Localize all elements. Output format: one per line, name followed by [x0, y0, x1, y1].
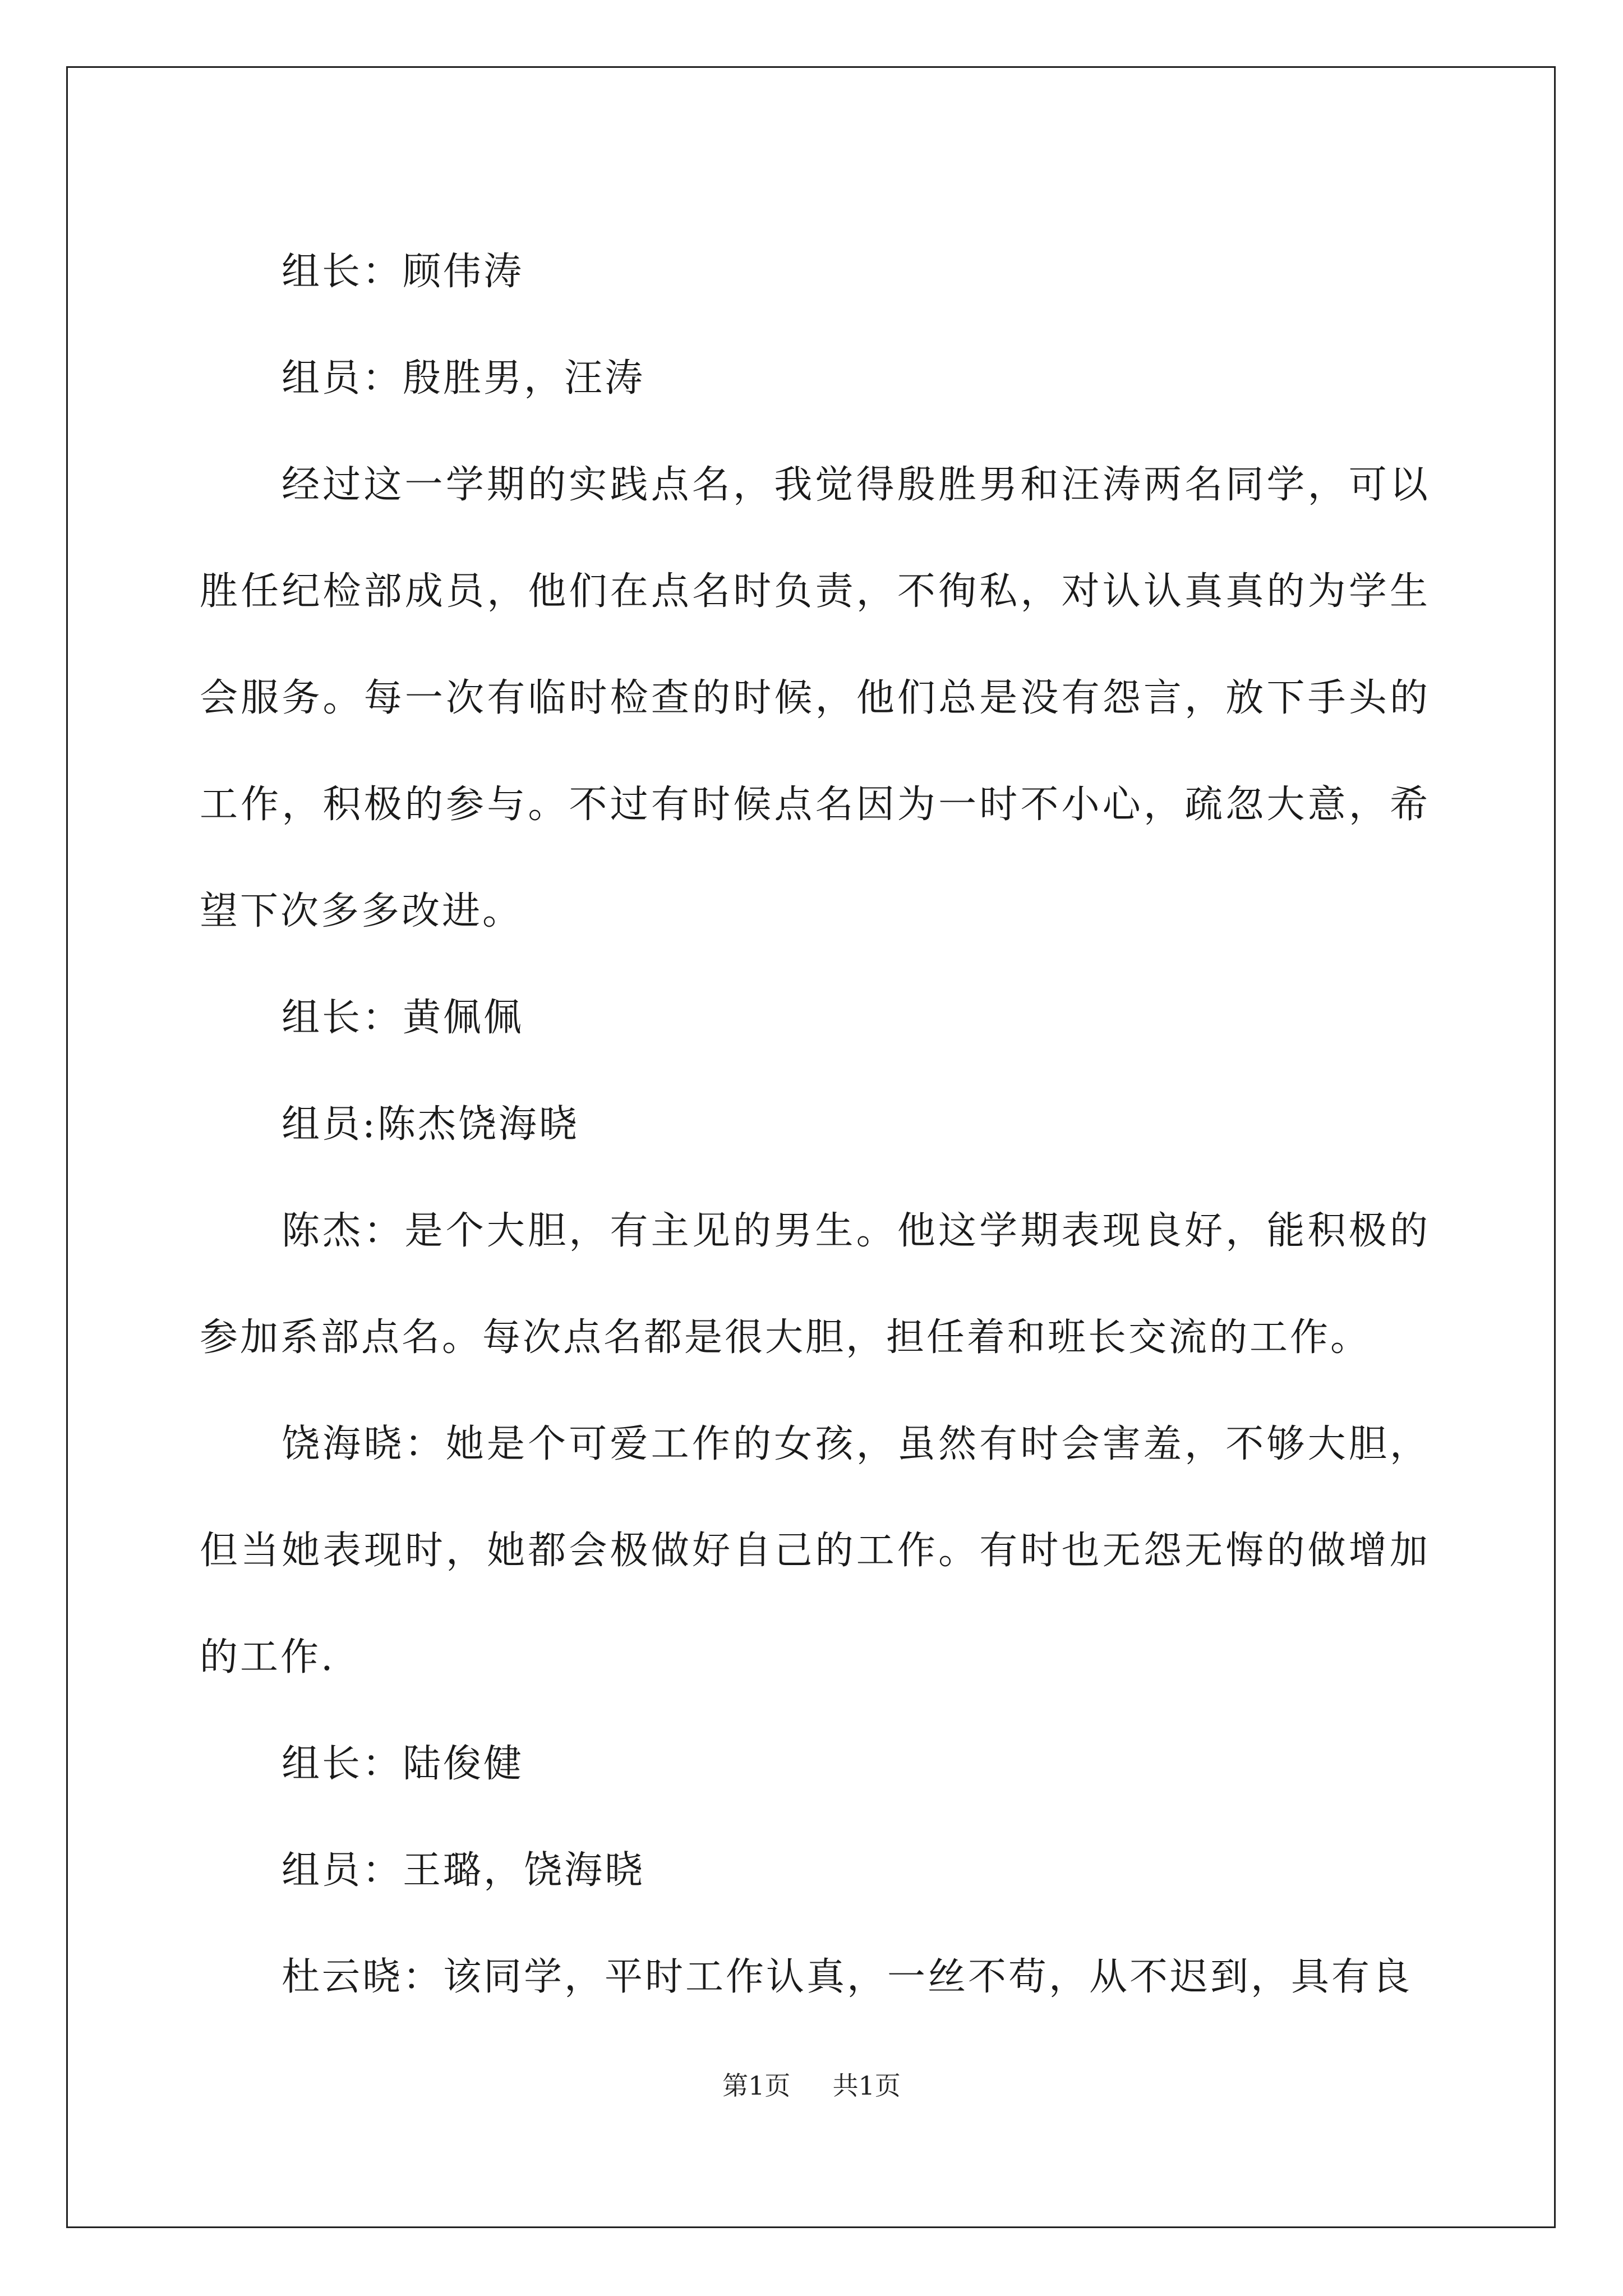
paragraph-members-3: 组员：王璐，饶海晓: [282, 1848, 645, 1893]
paragraph-leader-3: 组长：陆俊健: [282, 1742, 524, 1786]
paragraph-evaluation-1: 经过这一学期的实践点名，我觉得殷胜男和汪涛两名同学，可以胜任纪检部成员，他们在点名时负责，不徇私，对认认真真的为学生会服务。每一次有临时检查的时候，他们总是没有怨言，放下手头的工作，积极的参与。不过有时候点名因为一时不小心，疏忽大意，希望下次多多改进。: [200, 463, 1430, 933]
page-number: 第1页: [722, 2070, 791, 2101]
page-total: 共1页: [832, 2070, 901, 2101]
paragraph-members-1: 组员：殷胜男，汪涛: [282, 356, 645, 401]
paragraph-leader-1: 组长：顾伟涛: [282, 250, 524, 294]
page-footer: [0, 2065, 1623, 2102]
paragraph-leader-2: 组长：黄佩佩: [282, 996, 524, 1040]
paragraph-members-2: 组员:陈杰饶海晓: [282, 1102, 579, 1147]
paragraph-evaluation-raohaixiao: 饶海晓：她是个可爱工作的女孩，虽然有时会害羞，不够大胆，但当她表现时，她都会极做好自己的工作。有时也无怨无悔的做增加的工作.: [200, 1422, 1430, 1680]
document-body: [200, 219, 1430, 2031]
paragraph-evaluation-chenjie: 陈杰：是个大胆，有主见的男生。他这学期表现良好，能积极的参加系部点名。每次点名都是很大胆，担任着和班长交流的工作。: [200, 1209, 1430, 1360]
paragraph-evaluation-duyunxiao: 杜云晓：该同学，平时工作认真，一丝不苟，从不迟到，具有良: [282, 1955, 1413, 1999]
